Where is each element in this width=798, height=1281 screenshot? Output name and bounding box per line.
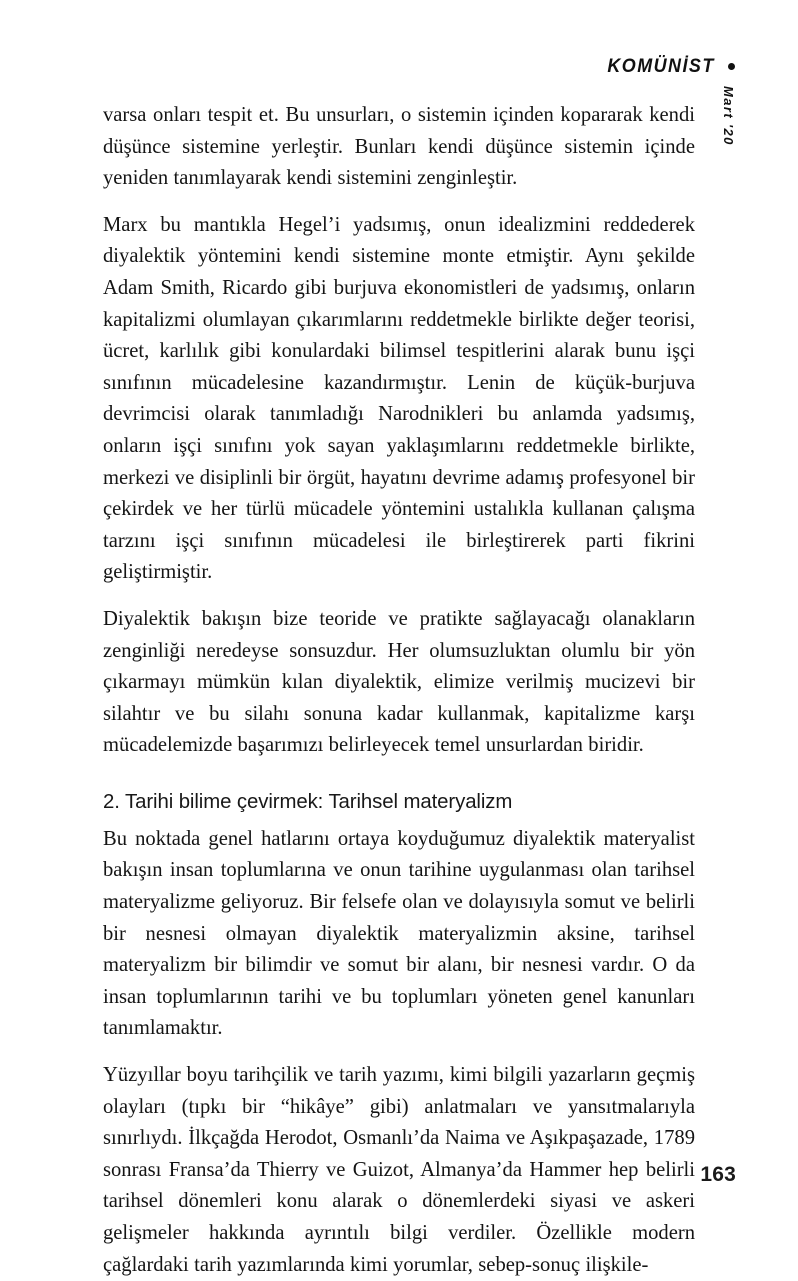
section-heading: 2. Tarihi bilime çevirmek: Tarihsel materyalizm	[103, 790, 513, 813]
issue-date-label: Mart '20	[721, 86, 736, 146]
bullet-dot-icon	[728, 63, 735, 70]
paragraph: varsa onları tespit et. Bu unsurları, o sistemin içinden kopararak kendi düşünce sistemine yerleştir. Bunları kendi düşünce sistemin içinde yeniden tanımlayarak kendi sistemini zenginleştir.	[103, 104, 695, 190]
running-header	[598, 54, 735, 80]
paragraph: Diyalektik bakışın bize teoride ve pratikte sağlayacağı olanakların zenginliği neredeyse sonsuzdur. Her olumsuzluktan olumlu bir yön çıkarmayı mümkün kılan diyalektik, elimize verilmiş mucizevi bir silahtır ve bu silahı sonuna kadar kullanmak, kapitalizme karşı mücadelemizde başarımızı belirleyecek temel unsurlardan biridir.	[103, 607, 695, 757]
paragraph: Marx bu mantıkla Hegel’i yadsımış, onun idealizmini reddederek diyalektik yöntemini kendi sistemine monte etmiştir. Aynı şekilde Adam Smith, Ricardo gibi burjuva ekonomistleri de yadsımış, onların kapitalizmi olumlayan çıkarımlarını reddetmekle birlikte değer teorisi, ücret, karlılık gibi konulardaki bilimsel tespitlerini alarak bunu işçi sınıfının mücadelesine kazandırmıştır. Lenin de küçük-burjuva devrimcisi olarak tanımladığı Narodnikleri bu anlamda yadsımış, onların işçi sınıfını yok sayan yaklaşımlarını reddetmekle birlikte, merkezi ve disiplinli bir örgüt, hayatını devrime adamış profesyonel bir çekirdek ve her türlü mücadele yöntemini ustalıkla kullanan çalışma tarzını işçi sınıfının mücadelesi ile birleştirerek parti fikrini geliştirmiştir.	[103, 213, 695, 584]
paragraph: Bu noktada genel hatlarını ortaya koyduğumuz diyalektik materyalist bakışın insan toplumlarına ve onun tarihine uygulanması olan tarihsel materyalizme geliyoruz. Bir felsefe olan ve dolayısıyla somut ve belirli bir nesnesi olmayan diyalektik materyalizmin aksine, tarihsel materyalizm bir bilimdir ve somut bir alanı, bir nesnesi vardır. O da insan toplumlarının tarihi ve bu toplumları yöneten genel kanunları tanımlamaktır.	[103, 827, 695, 1040]
text-column	[103, 100, 695, 1281]
publication-title: KOMÜNİST	[607, 55, 715, 78]
paragraph: Yüzyıllar boyu tarihçilik ve tarih yazımı, kimi bilgili yazarların geçmiş olayları (tıpkı bir “hikâye” gibi) anlatmaları ve yansıtmalarıyla sınırlıydı. İlkçağda Herodot, Osmanlı’da Naima ve Aşıkpaşazade, 1789 sonrası Fransa’da Thierry ve Guizot, Almanya’da Hammer hep belirli tarihsel dönemleri konu alarak o dönemlerdeki siyasi ve askeri gelişmeler hakkında ayrıntılı bilgi verdiler. Özellikle modern çağlardaki tarih yazımlarında kimi yorumlar, sebep-sonuç ilişkile-	[103, 1064, 695, 1276]
page-number: 163	[700, 1163, 736, 1186]
issue-date-container	[722, 86, 740, 196]
